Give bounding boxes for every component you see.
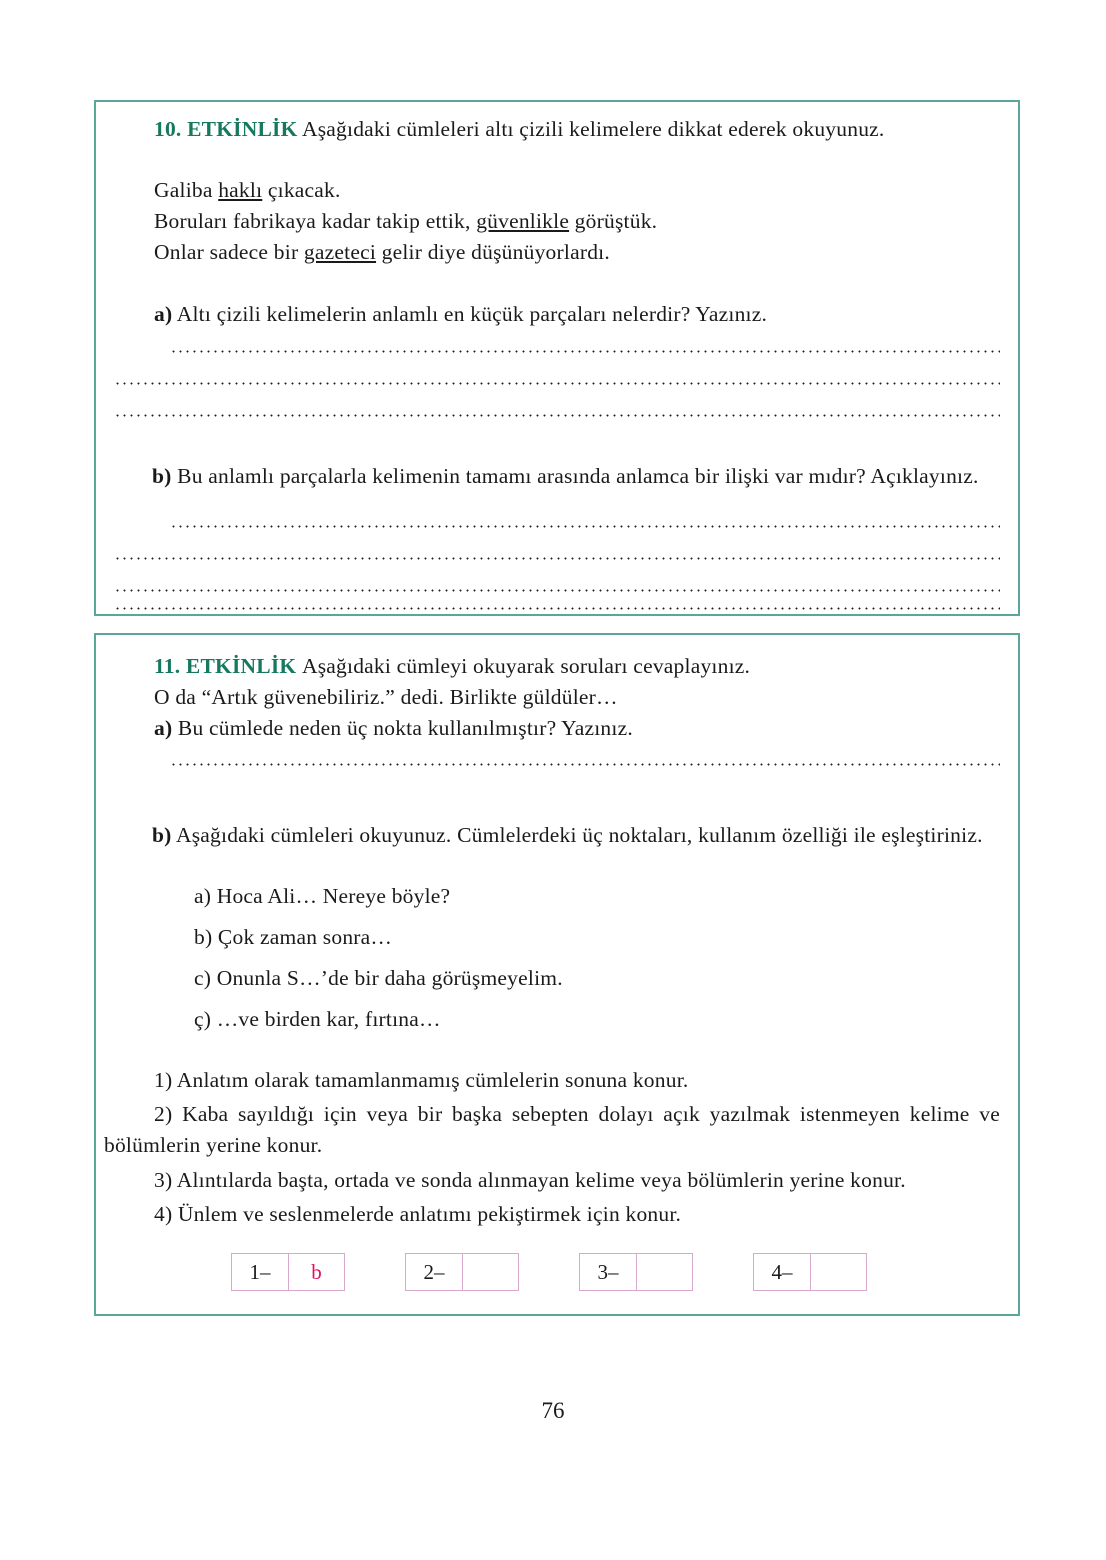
matching-gap-2 [519, 1253, 579, 1291]
answer-line-10b-3[interactable] [114, 589, 1000, 592]
sentence-2-before: Boruları fabrikaya kadar takip ettik, [154, 209, 477, 233]
activity-10-question-a [154, 299, 999, 330]
answer-line-10b-2[interactable] [114, 557, 1000, 560]
activity-10-sentence-1 [154, 175, 999, 206]
matching-box-2-number: 2– [405, 1253, 463, 1291]
activity-11-box [94, 633, 1020, 1316]
sentence-1-before: Galiba [154, 178, 219, 202]
matching-boxes-row [231, 1253, 867, 1291]
page-number: 76 [541, 1398, 565, 1423]
example-sentence-a: a) Hoca Ali… Nereye böyle? [194, 884, 451, 908]
example-sentence-c: c) Onunla S…’de bir daha görüşmeyelim. [194, 966, 563, 990]
matching-box-1 [231, 1253, 345, 1291]
answer-line-10b-4[interactable] [114, 607, 1000, 610]
matching-box-2 [405, 1253, 519, 1291]
matching-box-2-answer[interactable] [463, 1253, 519, 1291]
answer-line-11a-1[interactable] [170, 763, 1000, 766]
activity-10-label: 10. ETKİNLİK [154, 117, 298, 141]
rule-2: 2) Kaba sayıldığı için veya bir başka sebepten dolayı açık yazılmak istenmeyen kelime ve bölümlerin yerine konur. [104, 1102, 1000, 1157]
matching-box-3-answer[interactable] [637, 1253, 693, 1291]
sentence-1-underlined: haklı [218, 178, 263, 202]
q11b-text: Aşağıdaki cümleleri okuyunuz. Cümlelerdeki üç noktaları, kullanım özelliği ile eşleştiriniz. [171, 823, 983, 847]
example-sentence-ch: ç) …ve birden kar, fırtına… [194, 1007, 441, 1031]
sentence-3-before: Onlar sadece bir [154, 240, 304, 264]
activity-10-heading [154, 114, 999, 145]
activity-10-box [94, 100, 1020, 616]
matching-box-1-number: 1– [231, 1253, 289, 1291]
matching-box-1-answer[interactable] [289, 1253, 345, 1291]
activity-10-question-b [104, 461, 1000, 492]
q11b-marker: b) [152, 823, 172, 847]
matching-box-4-number: 4– [753, 1253, 811, 1291]
rule-1: 1) Anlatım olarak tamamlanmamış cümlelerin sonuna konur. [154, 1068, 689, 1092]
matching-box-4 [753, 1253, 867, 1291]
activity-11-question-a [154, 713, 999, 744]
matching-box-4-answer[interactable] [811, 1253, 867, 1291]
matching-gap-3 [693, 1253, 753, 1291]
q11a-text: Bu cümlede neden üç nokta kullanılmıştır? Yazınız. [172, 716, 633, 740]
activity-11-instruction: Aşağıdaki cümleyi okuyarak soruları cevaplayınız. [301, 654, 751, 678]
q11a-marker: a) [154, 716, 173, 740]
answer-line-10a-1[interactable] [170, 350, 1000, 353]
answer-line-10a-3[interactable] [114, 414, 1000, 417]
activity-10-sentence-2 [154, 206, 999, 237]
activity-11-quote-line: O da “Artık güvenebiliriz.” dedi. Birlikte güldüler… [154, 685, 618, 709]
matching-box-3-number: 3– [579, 1253, 637, 1291]
answer-line-10b-1[interactable] [170, 525, 1000, 528]
activity-10-instruction: Aşağıdaki cümleleri altı çizili kelimelere dikkat ederek okuyunuz. [301, 117, 885, 141]
question-b-marker: b) [152, 464, 172, 488]
activity-11-heading [154, 651, 999, 682]
sentence-2-underlined: güvenlikle [476, 209, 570, 233]
question-b-text: Bu anlamlı parçalarla kelimenin tamamı arasında anlamca bir ilişki var mıdır? Açıklayınız. [171, 464, 979, 488]
example-sentence-b: b) Çok zaman sonra… [194, 925, 393, 949]
sentence-2-after: görüştük. [569, 209, 658, 233]
answer-line-10a-2[interactable] [114, 382, 1000, 385]
activity-10-sentence-3 [154, 237, 999, 268]
question-a-marker: a) [154, 302, 173, 326]
activity-11-question-b [104, 820, 1000, 851]
activity-11-label: 11. ETKİNLİK [154, 654, 297, 678]
rule-4: 4) Ünlem ve seslenmelerde anlatımı pekiştirmek için konur. [154, 1202, 682, 1226]
matching-box-3 [579, 1253, 693, 1291]
question-a-text: Altı çizili kelimelerin anlamlı en küçük parçaları nelerdir? Yazınız. [172, 302, 768, 326]
matching-box-1-answer-letter: b [311, 1259, 322, 1284]
sentence-1-after: çıkacak. [262, 178, 341, 202]
rule-3: 3) Alıntılarda başta, ortada ve sonda alınmayan kelime veya bölümlerin yerine konur. [154, 1168, 906, 1192]
matching-gap-1 [345, 1253, 405, 1291]
sentence-3-underlined: gazeteci [303, 240, 377, 264]
sentence-3-after: gelir diye düşünüyorlardı. [376, 240, 610, 264]
